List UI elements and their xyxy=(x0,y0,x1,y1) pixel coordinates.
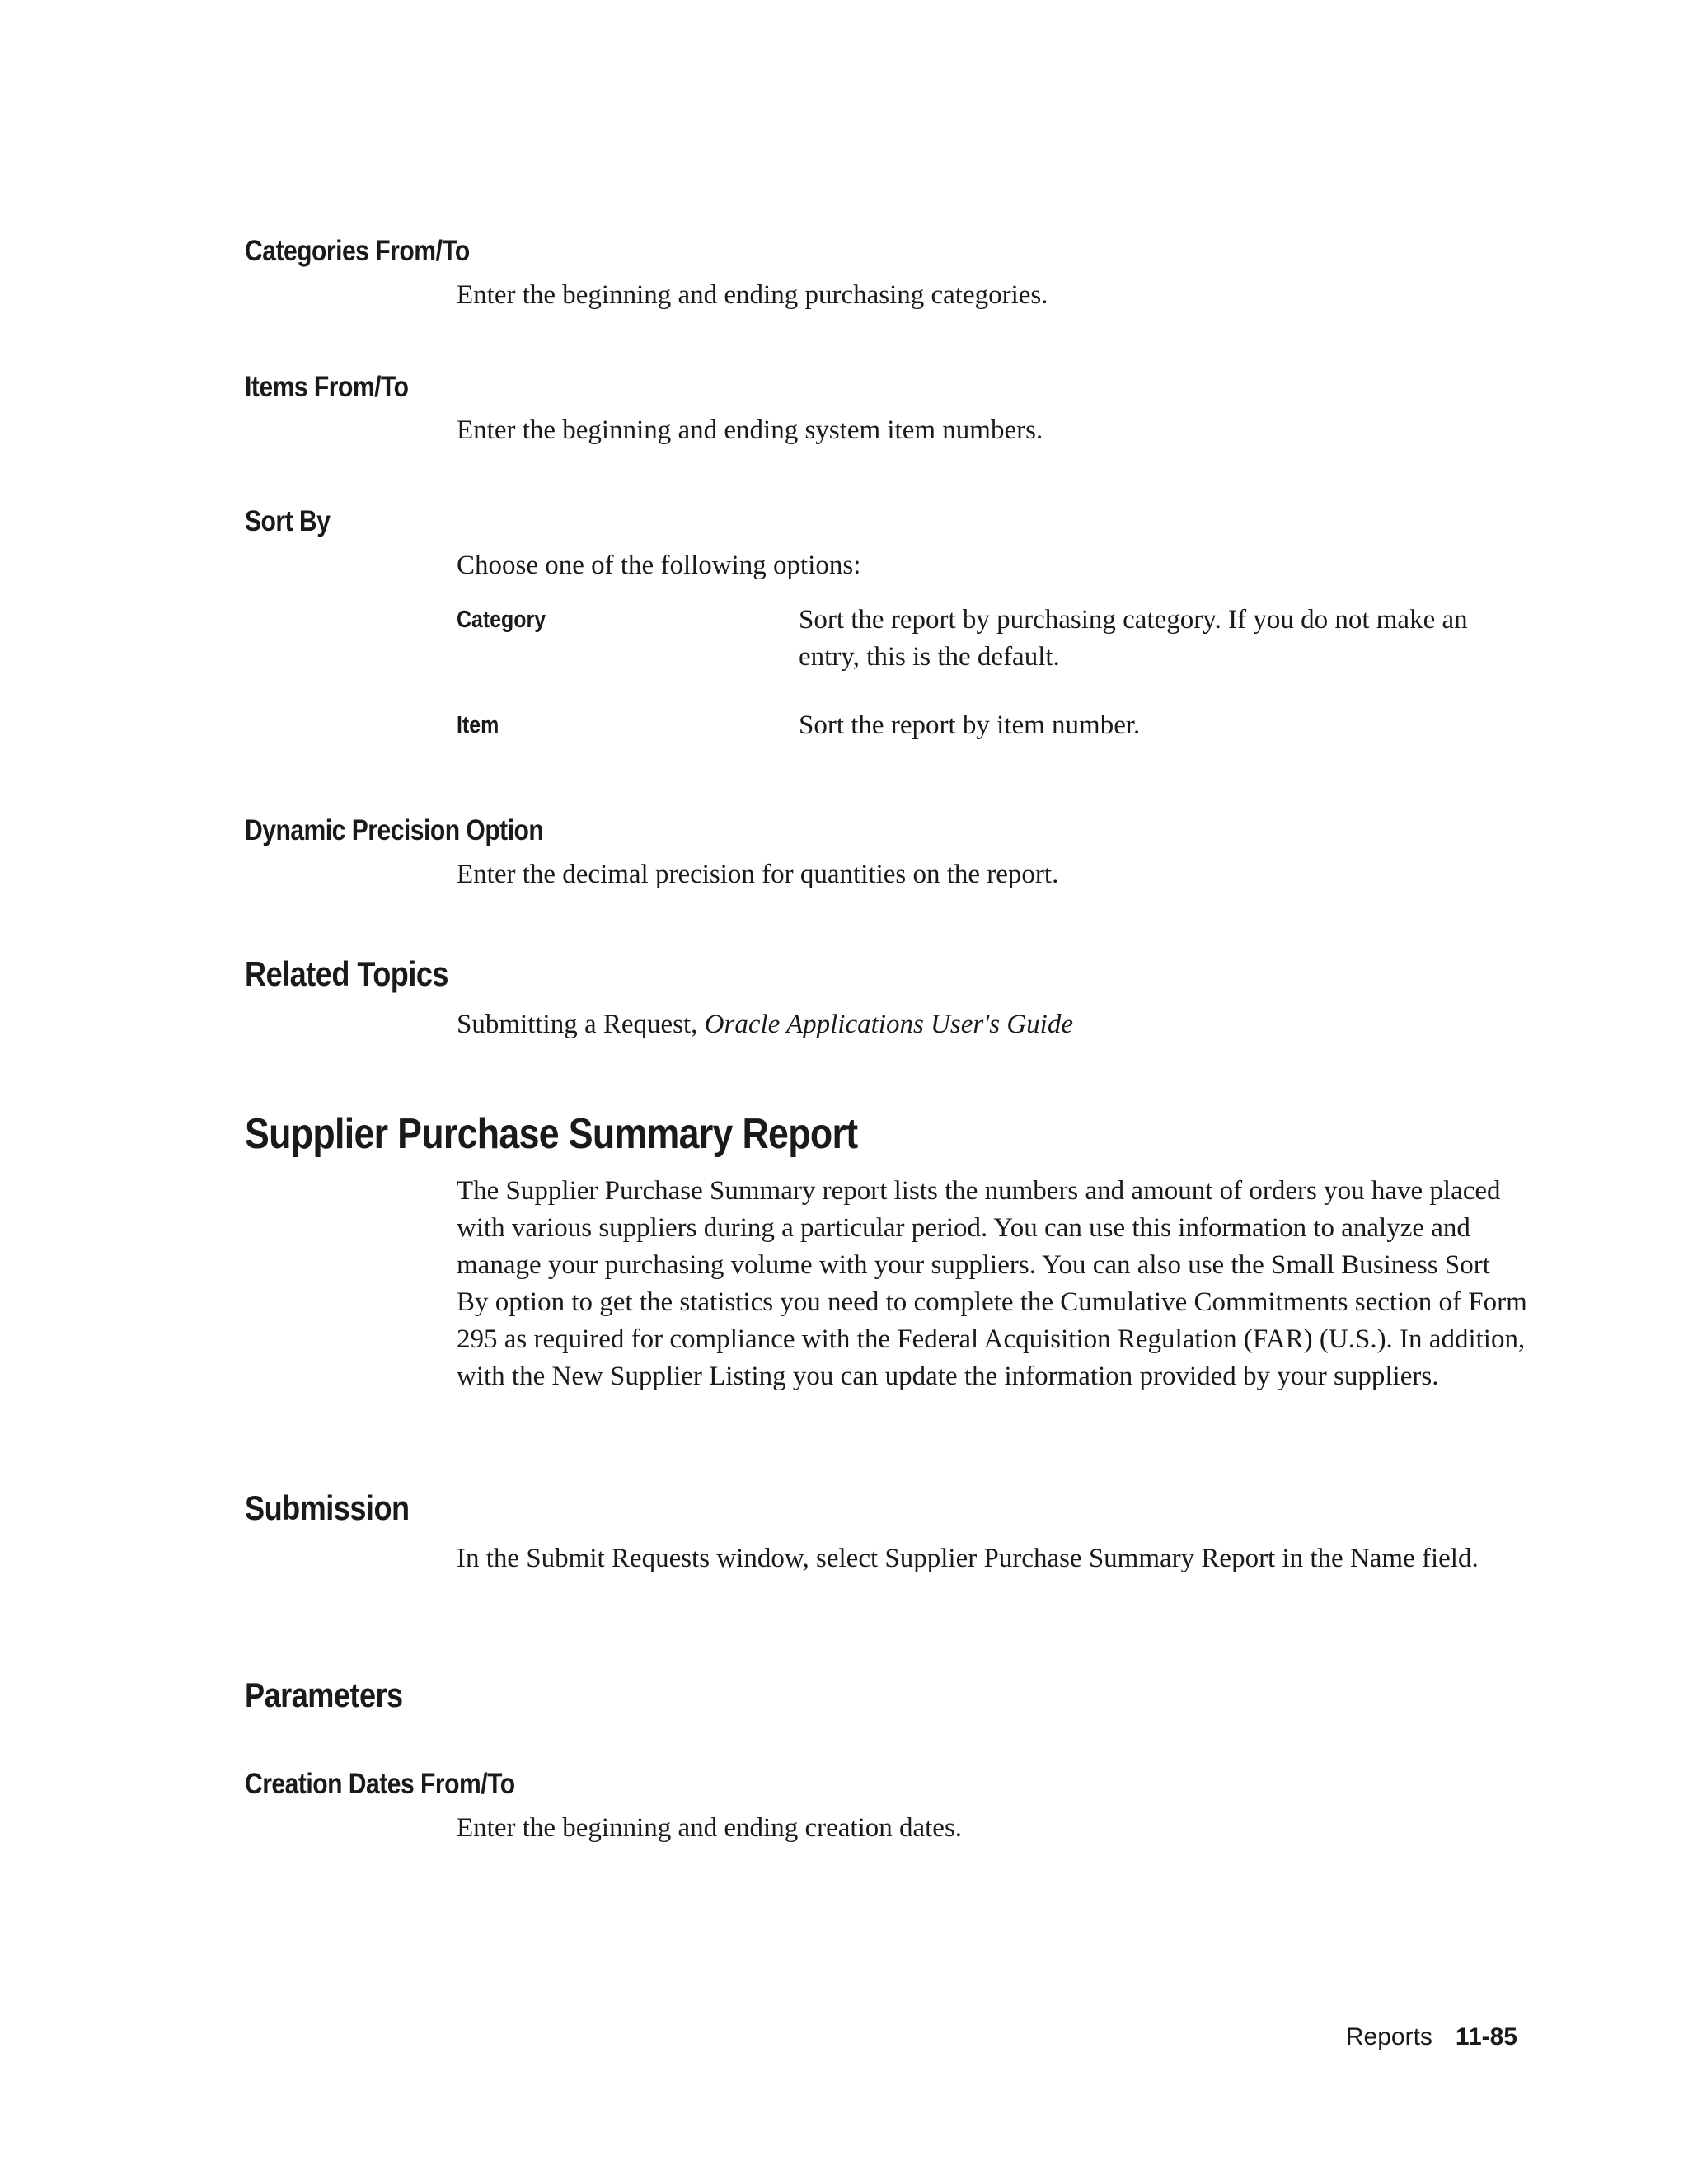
dynamic-precision-text: Enter the decimal precision for quantities on the report. xyxy=(457,860,1059,889)
items-text: Enter the beginning and ending system item numbers. xyxy=(457,415,1043,445)
items-heading: Items From/To xyxy=(245,371,409,403)
sort-by-intro: Choose one of the following options: xyxy=(457,551,861,580)
sort-option-desc-item: Sort the report by item number. xyxy=(799,710,1141,740)
sort-option-desc-category: Sort the report by purchasing category. If you do not make an entry, this is the default. xyxy=(799,605,1468,672)
creation-dates-text: Enter the beginning and ending creation dates. xyxy=(457,1813,963,1843)
categories-text: Enter the beginning and ending purchasing categories. xyxy=(457,280,1048,310)
parameters-heading: Parameters xyxy=(245,1675,403,1714)
page-number: 11-85 xyxy=(1455,2023,1517,2050)
related-topics-heading: Related Topics xyxy=(245,954,449,993)
creation-dates-heading: Creation Dates From/To xyxy=(245,1768,515,1800)
sort-option-term-item: Item xyxy=(457,712,499,738)
sort-by-heading: Sort By xyxy=(245,505,331,537)
related-topic-prefix: Submitting a Request, xyxy=(457,1010,705,1039)
related-topic-link xyxy=(457,1006,1528,1043)
report-title: Supplier Purchase Summary Report xyxy=(245,1110,858,1158)
footer-chapter: Reports xyxy=(1345,2023,1432,2050)
submission-heading: Submission xyxy=(245,1488,410,1527)
dynamic-precision-heading: Dynamic Precision Option xyxy=(245,814,544,846)
report-description: The Supplier Purchase Summary report lists the numbers and amount of orders you have placed with various suppliers during a particular period. You can use this information to analyze and manage your purchasing volume with your suppliers. You can also use the Small Business Sort By option to get the statistics you need to complete the Cumulative Commitments section of Form 295 as required for compliance with the Federal Acquisition Regulation (FAR) (U.S.). In addition, with the New Supplier Listing you can update the information provided by your suppliers. xyxy=(457,1176,1527,1391)
submission-text: In the Submit Requests window, select Supplier Purchase Summary Report in the Name field. xyxy=(457,1544,1479,1573)
related-topic-guide-title: Oracle Applications User's Guide xyxy=(704,1010,1073,1039)
sort-option-term-category: Category xyxy=(457,607,546,633)
categories-heading: Categories From/To xyxy=(245,235,470,267)
page-footer xyxy=(1346,2023,1517,2051)
